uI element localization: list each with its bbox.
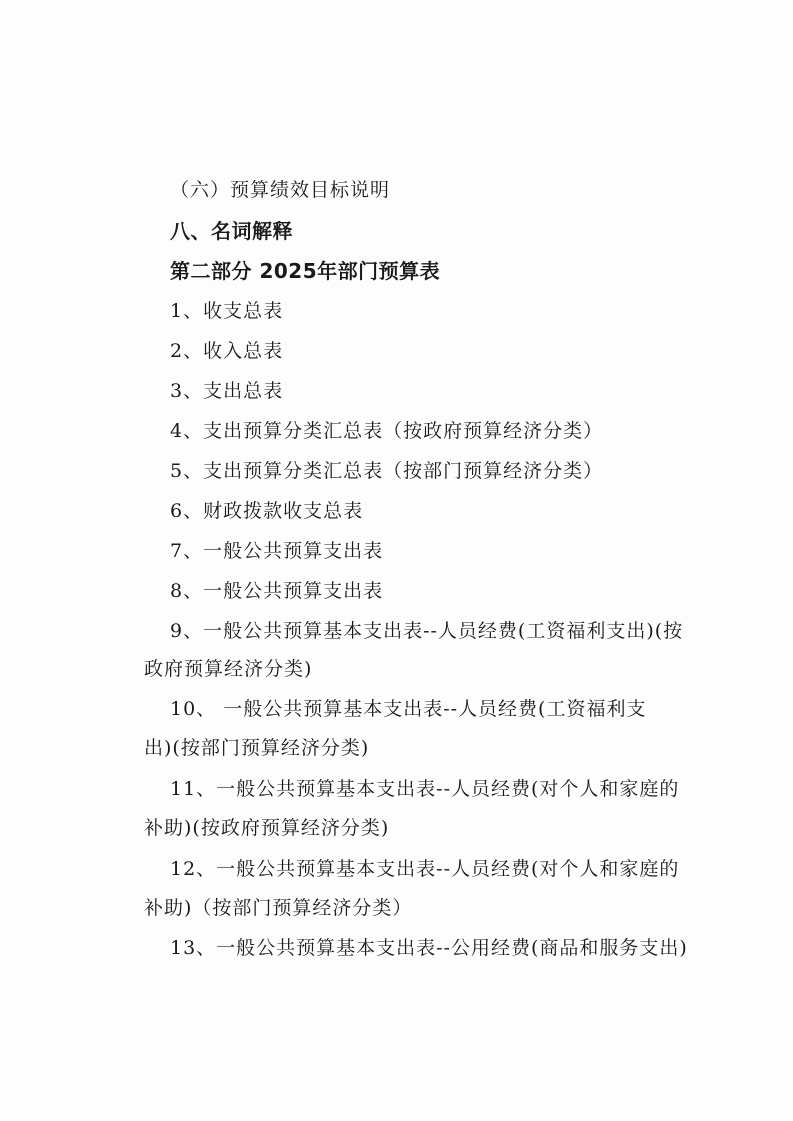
list-item: 3、支出总表 — [170, 380, 284, 402]
list-item: 9、一般公共预算基本支出表--人员经费(工资福利支出)(按 — [170, 620, 684, 642]
list-item: 10、 一般公共预算基本支出表--人员经费(工资福利支 — [170, 698, 647, 720]
list-item-continuation: 补助)(按政府预算经济分类) — [144, 817, 390, 839]
list-item: 7、一般公共预算支出表 — [170, 540, 384, 562]
list-item: 5、支出预算分类汇总表（按部门预算经济分类） — [170, 460, 604, 482]
list-item: 12、一般公共预算基本支出表--人员经费(对个人和家庭的 — [170, 858, 680, 880]
section-heading-budget-performance: （六）预算绩效目标说明 — [170, 179, 391, 201]
list-item-continuation: 出)(按部门预算经济分类) — [144, 737, 370, 759]
part-heading-budget-tables: 第二部分 2025年部门预算表 — [170, 259, 441, 283]
list-item: 13、一般公共预算基本支出表--公用经费(商品和服务支出) — [170, 937, 688, 959]
list-item: 2、收入总表 — [170, 340, 284, 362]
list-item-continuation: 政府预算经济分类) — [144, 658, 313, 680]
list-item: 6、财政拨款收支总表 — [170, 500, 364, 522]
list-item: 8、一般公共预算支出表 — [170, 580, 384, 602]
list-item: 4、支出预算分类汇总表（按政府预算经济分类） — [170, 420, 604, 442]
section-heading-glossary: 八、名词解释 — [170, 219, 293, 243]
list-item-continuation: 补助)（按部门预算经济分类） — [144, 897, 413, 919]
list-item: 1、收支总表 — [170, 300, 284, 322]
list-item: 11、一般公共预算基本支出表--人员经费(对个人和家庭的 — [170, 778, 680, 800]
